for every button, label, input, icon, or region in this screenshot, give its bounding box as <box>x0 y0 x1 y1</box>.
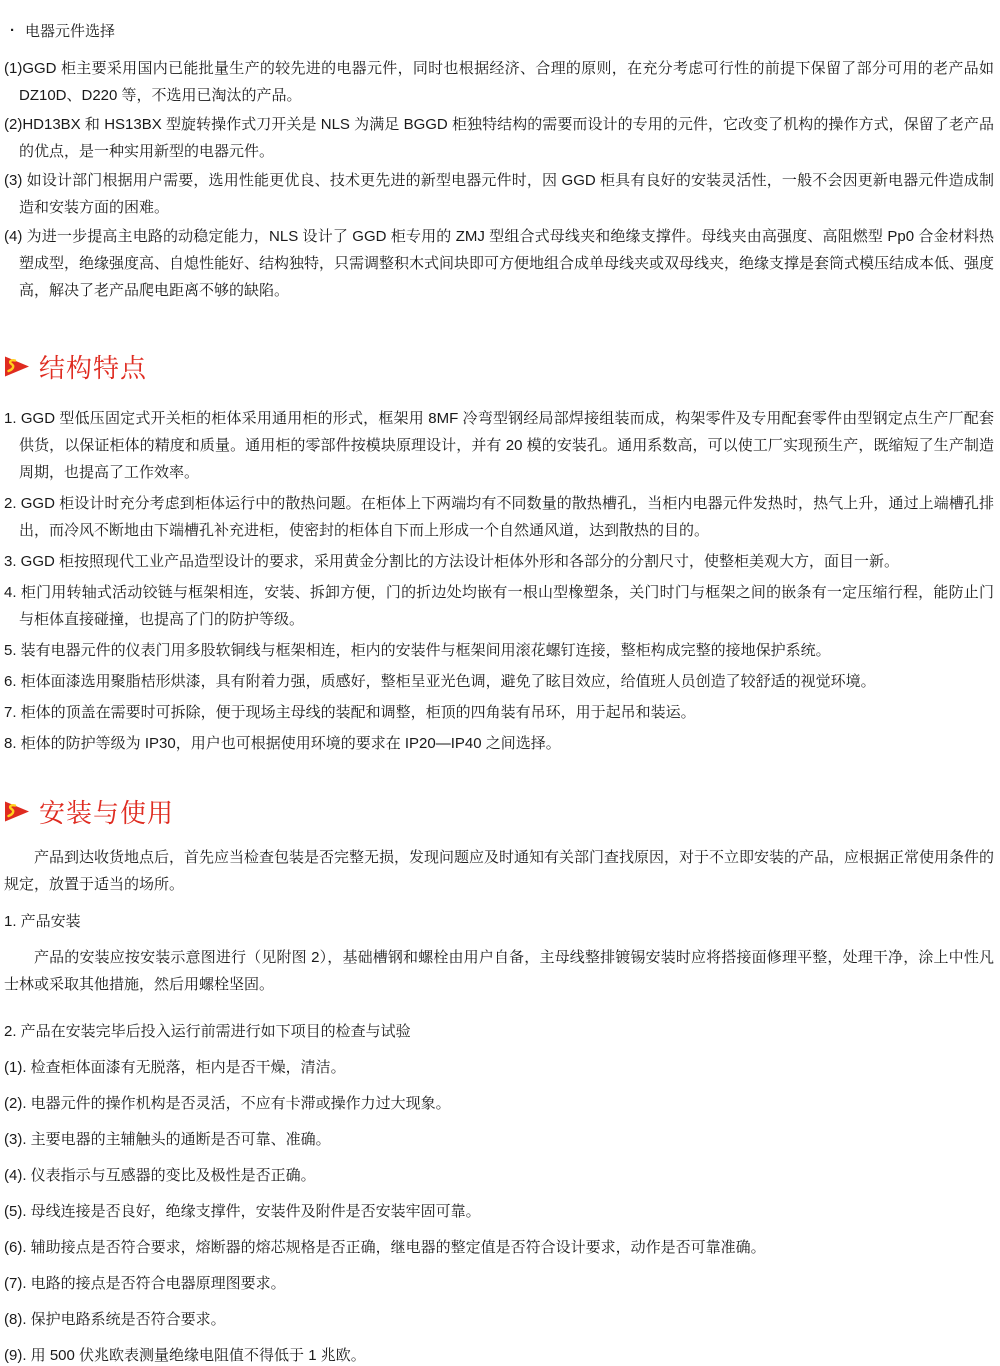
section-flag-icon <box>4 356 30 377</box>
structure-item: 3. GGD 柜按照现代工业产品造型设计的要求，采用黄金分割比的方法设计柜体外形和各部分的分割尺寸，使整柜美观大方，面目一新。 <box>4 553 900 570</box>
structure-section-header <box>4 348 994 385</box>
structure-item: 5. 装有电器元件的仪表门用多股软铜线与框架相连，柜内的安装件与框架间用滚花螺钉连接，整柜构成完整的接地保护系统。 <box>4 642 831 659</box>
install-sub1-title: 1. 产品安装 <box>4 913 81 930</box>
install-check-list <box>4 1057 994 1366</box>
check-item: (4). 仪表指示与互感器的变比及极性是否正确。 <box>4 1167 316 1184</box>
install-sub1-body: 产品的安装应按安装示意图进行（见附图 2），基础槽钢和螺栓由用户自备，主母线整排镀锡安装时应将搭接面修理平整，处理干净，涂上中性凡士林或采取其他措施，然后用螺栓坚固。 <box>4 949 994 993</box>
check-item: (2). 电器元件的操作机构是否灵活，不应有卡滞或操作力过大现象。 <box>4 1095 451 1112</box>
bullet-dot-icon: · <box>10 22 15 39</box>
structure-item: 1. GGD 型低压固定式开关柜的柜体采用通用柜的形式，框架用 8MF 冷弯型钢经局部焊接组装而成，构架零件及专用配套零件由型钢定点生产厂配套供货，以保证柜体的精度和质量。通用柜的零部件按模块原理设计，并有 20 模的安装孔。通用系数高，可以使工厂实现预生产，既缩短了生产制造周期，也提高了工作效率。 <box>4 410 994 481</box>
check-item: (9). 用 500 伏兆欧表测量绝缘电阻值不得低于 1 兆欧。 <box>4 1347 366 1364</box>
structure-item: 7. 柜体的顶盖在需要时可拆除，便于现场主母线的装配和调整，柜顶的四角装有吊环，用于起吊和装运。 <box>4 704 696 721</box>
structure-item: 6. 柜体面漆选用聚脂桔形烘漆，具有附着力强，质感好，整柜呈亚光色调，避免了眩目效应，给值班人员创造了较舒适的视觉环境。 <box>4 673 876 690</box>
structure-section-title: 结构特点 <box>39 353 148 383</box>
install-section-header <box>4 793 994 830</box>
check-item: (8). 保护电路系统是否符合要求。 <box>4 1311 226 1328</box>
check-item: (3). 主要电器的主辅触头的通断是否可靠、准确。 <box>4 1131 331 1148</box>
check-item: (6). 辅助接点是否符合要求，熔断器的熔芯规格是否正确，继电器的整定值是否符合设计要求，动作是否可靠准确。 <box>4 1239 766 1256</box>
components-section-heading <box>10 20 994 41</box>
components-item: (2)HD13BX 和 HS13BX 型旋转操作式刀开关是 NLS 为满足 BGGD 柜独特结构的需要而设计的专用的元件，它改变了机构的操作方式，保留了老产品的优点，是一种实用新型的电器元件。 <box>4 116 994 160</box>
section-flag-icon <box>4 801 30 822</box>
components-item: (3) 如设计部门根据用户需要，选用性能更优良、技术更先进的新型电器元件时，因 GGD 柜具有良好的安装灵活性，一般不会因更新电器元件造成制造和安装方面的困难。 <box>4 172 994 216</box>
structure-item: 4. 柜门用转轴式活动铰链与框架相连，安装、拆卸方便，门的折边处均嵌有一根山型橡塑条，关门时门与框架之间的嵌条有一定压缩行程，能防止门与柜体直接碰撞，也提高了门的防护等级。 <box>4 584 994 628</box>
components-item: (4) 为进一步提高主电路的动稳定能力，NLS 设计了 GGD 柜专用的 ZMJ 型组合式母线夹和绝缘支撑件。母线夹由高强度、高阻燃型 Pp0 合金材料热塑成型，绝缘强度高、自熄性能好、结构独特，只需调整积木式间块即可方便地组合成单母线夹或双母线夹，绝缘支撑是套筒式模压结成本低、强度高，解决了老产品爬电距离不够的缺陷。 <box>4 228 995 299</box>
components-section-title: 电器元件选择 <box>25 23 116 40</box>
components-item: (1)GGD 柜主要采用国内已能批量生产的较先进的电器元件，同时也根据经济、合理的原则，在充分考虑可行性的前提下保留了部分可用的老产品如 DZ10D、D220 等，不选用已淘汰的产品。 <box>4 60 994 104</box>
check-item: (7). 电路的接点是否符合电器原理图要求。 <box>4 1275 286 1292</box>
structure-item: 8. 柜体的防护等级为 IP30，用户也可根据使用环境的要求在 IP20—IP40 之间选择。 <box>4 735 561 752</box>
check-item: (1). 检查柜体面漆有无脱落，柜内是否干燥，清洁。 <box>4 1059 346 1076</box>
install-intro-paragraph: 产品到达收货地点后，首先应当检查包装是否完整无损，发现问题应及时通知有关部门查找原因，对于不立即安装的产品，应根据正常使用条件的规定，放置于适当的场所。 <box>4 849 995 893</box>
check-item: (5). 母线连接是否良好，绝缘支撑件，安装件及附件是否安装牢固可靠。 <box>4 1203 481 1220</box>
install-section-title: 安装与使用 <box>39 798 175 828</box>
install-sub2-title: 2. 产品在安装完毕后投入运行前需进行如下项目的检查与试验 <box>4 1023 411 1040</box>
structure-item: 2. GGD 柜设计时充分考虑到柜体运行中的散热问题。在柜体上下两端均有不同数量的散热槽孔，当柜内电器元件发热时，热气上升，通过上端槽孔排出，而冷风不断地由下端槽孔补充进柜，使密封的柜体自下而上形成一个自然通风道，达到散热的目的。 <box>4 495 994 539</box>
